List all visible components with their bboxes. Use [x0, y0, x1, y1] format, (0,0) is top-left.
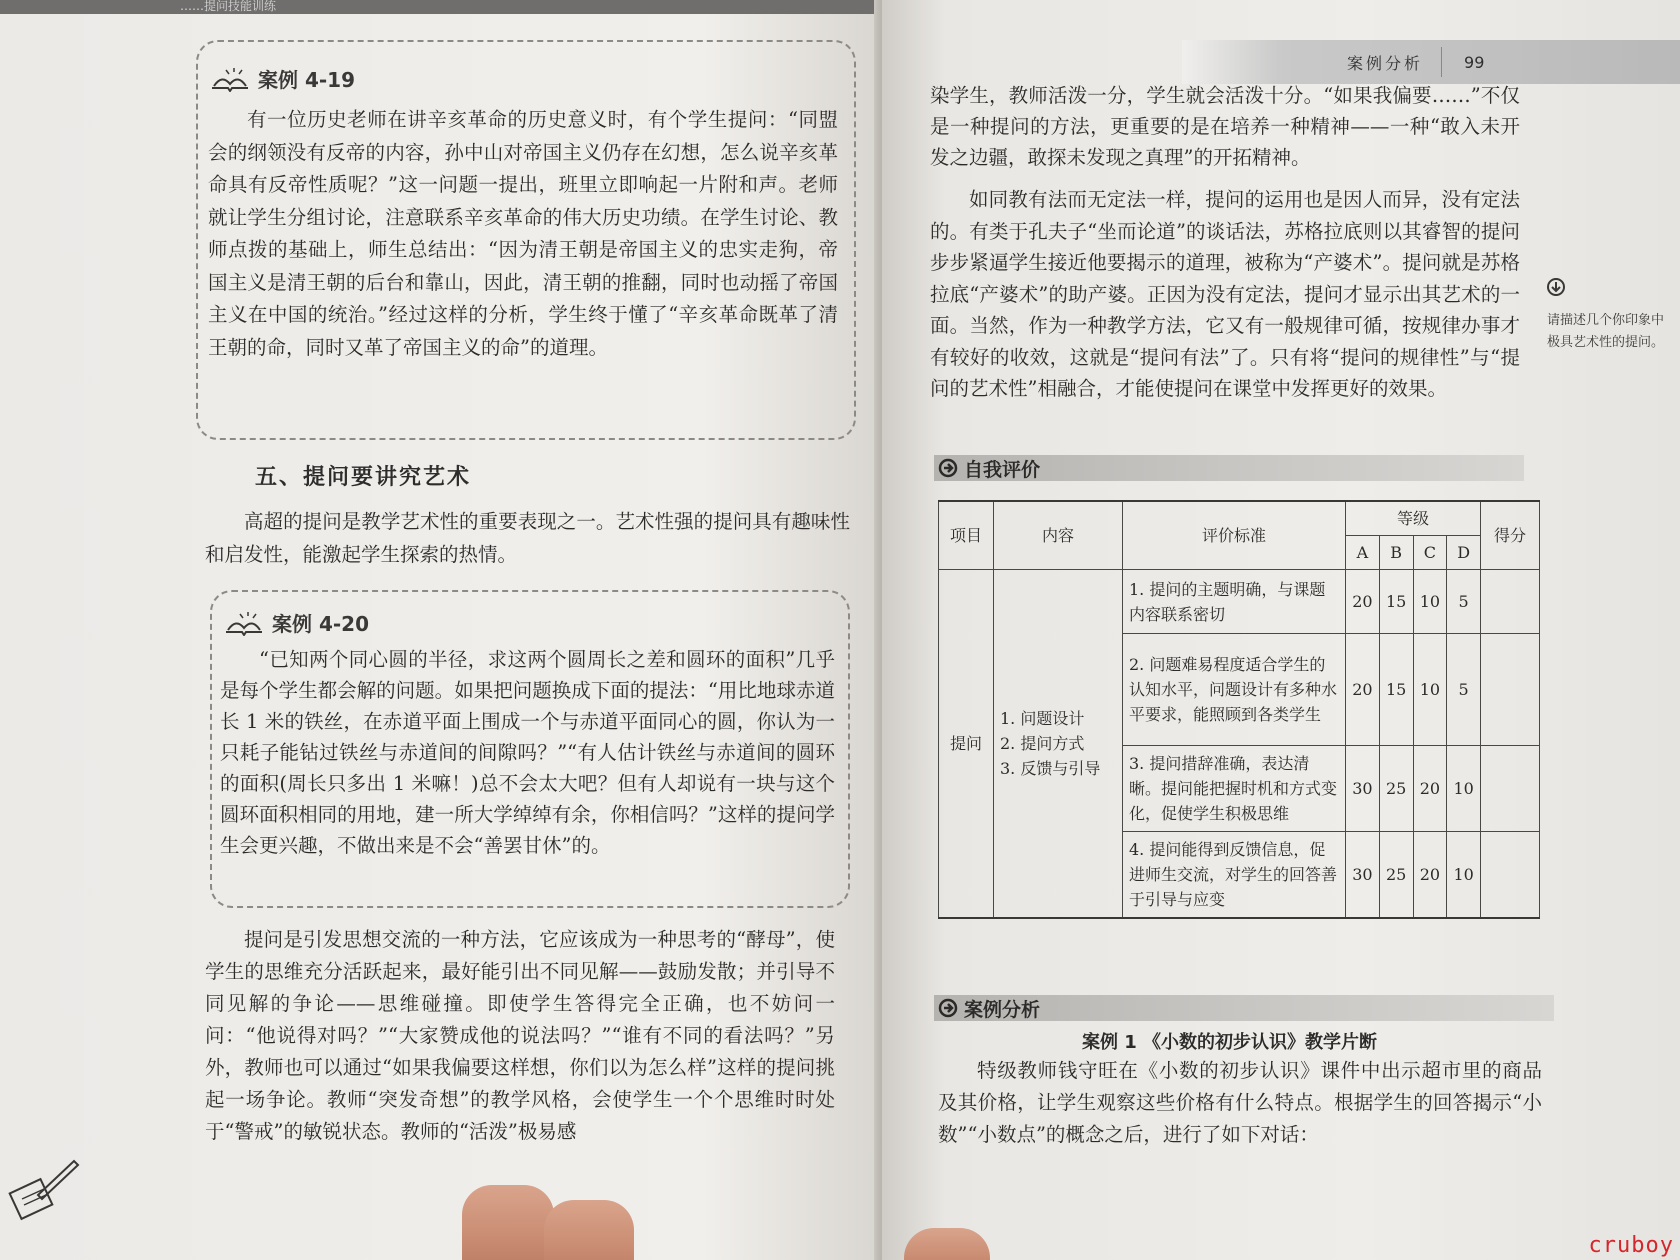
page-number: 99	[1464, 52, 1485, 72]
grade-cell: 25	[1379, 746, 1413, 832]
case-4-19-header	[210, 64, 355, 93]
side-note-text: 请描述几个你印象中极具艺术性的提问。	[1547, 313, 1665, 350]
score-cell[interactable]	[1481, 746, 1540, 832]
header-grade-c: C	[1413, 536, 1447, 570]
score-cell[interactable]	[1481, 832, 1540, 918]
side-note	[1547, 278, 1667, 354]
arrow-right-icon	[938, 998, 958, 1018]
right-page	[882, 0, 1680, 1260]
section-intro: 高超的提问是教学艺术性的重要表现之一。艺术性强的提问具有趣味性和启发性，能激起学生探索的热情。	[205, 510, 850, 566]
case-4-20-box	[210, 590, 850, 908]
pen-icon	[8, 1155, 80, 1221]
header-grade-b: B	[1379, 536, 1413, 570]
case-4-19-title: 案例 4-19	[258, 68, 356, 92]
case-analysis-title: 案例分析	[964, 998, 1041, 1021]
grade-cell: 20	[1346, 634, 1380, 746]
grade-cell: 20	[1413, 746, 1447, 832]
arrow-circle-icon	[1547, 278, 1565, 296]
header-score: 得分	[1481, 501, 1540, 570]
score-cell[interactable]	[1481, 570, 1540, 634]
section-title: 五、提问要讲究艺术	[255, 465, 472, 490]
para-2: 如同教有法而无定法一样，提问的运用也是因人而异，没有定法的。有类于孔夫子“坐而论道”的谈话法，苏格拉底则以其睿智的提问步步紧逼学生接近他要揭示的道理，被称为“产婆术”。提问就是苏格拉底“产婆术”的助产婆。正因为没有定法，提问才显示出其艺术的一面。当然，作为一种教学方法，它又有一般规律可循，按规律办事才有较好的收效，这就是“提问有法”了。只有将“提问的规律性”与“提问的艺术性”相融合，才能使提问在课堂中发挥更好的效果。	[930, 188, 1520, 400]
grade-cell: 20	[1413, 832, 1447, 918]
book-icon	[224, 610, 264, 636]
header-grade-a: A	[1346, 536, 1380, 570]
self-eval-title: 自我评价	[964, 458, 1041, 481]
criteria-cell: 2. 问题难易程度适合学生的认知水平，问题设计有多种水平要求，能照顾到各类学生	[1123, 634, 1346, 746]
grade-cell: 10	[1447, 746, 1481, 832]
grade-cell: 30	[1346, 746, 1380, 832]
criteria-cell: 1. 提问的主题明确，与课题内容联系密切	[1123, 570, 1346, 634]
score-cell[interactable]	[1481, 634, 1540, 746]
grade-cell: 10	[1447, 832, 1481, 918]
finger	[462, 1185, 554, 1260]
header-divider	[1441, 47, 1442, 77]
case-4-20-header	[224, 608, 369, 637]
arrow-right-icon	[938, 458, 958, 478]
grade-cell: 30	[1346, 832, 1380, 918]
case-4-19-box	[196, 40, 856, 440]
item-cell: 提问	[939, 570, 994, 918]
finger	[544, 1200, 634, 1260]
case-1-text: 特级教师钱守旺在《小数的初步认识》课件中出示超市里的商品及其价格，让学生观察这些价格有什么特点。根据学生的回答揭示“小数”“小数点”的概念之后，进行了如下对话：	[938, 1059, 1542, 1146]
grade-cell: 15	[1379, 634, 1413, 746]
case-4-20-text: “已知两个同心圆的半径，求这两个圆周长之差和圆环的面积”几乎是每个学生都会解的问题。如果把问题换成下面的提法：“用比地球赤道长 1 米的铁丝，在赤道平面上围成一个与赤道平面同心的圆，你认为一只耗子能钻过铁丝与赤道间的间隙吗？”“有人估计铁丝与赤道间的圆环的面积(周长只多出 1 米嘛！)总不会太大吧？但有人却说有一块与这个圆环面积相同的用地，建一所大学绰绰有余，你相信吗？”这样的提问学生会更兴趣，不做出来是不会“善罢甘休”的。	[220, 648, 835, 857]
case-4-19-text: 有一位历史老师在讲辛亥革命的历史意义时，有个学生提问：“同盟会的纲领没有反帝的内容，孙中山对帝国主义仍存在幻想，怎么说辛亥革命具有反帝性质呢？”这一问题一提出，班里立即响起一片附和声。老师就让学生分组讨论，注意联系辛亥革命的伟大历史功绩。在学生讨论、教师点拨的基础上，师生总结出：“因为清王朝是帝国主义的忠实走狗，帝国主义是清王朝的后台和靠山，因此，清王朝的推翻，同时也动摇了帝国主义在中国的统治。”经过这样的分析，学生终于懂了“辛亥革命既革了清王朝的命，同时又革了帝国主义的命”的道理。	[208, 108, 838, 359]
criteria-cell: 4. 提问能得到反馈信息，促进师生交流，对学生的回答善于引导与应变	[1123, 832, 1346, 918]
grade-cell: 20	[1346, 570, 1380, 634]
header-grade-d: D	[1447, 536, 1481, 570]
case-analysis-title-bar	[934, 995, 1554, 1021]
case-4-20-title: 案例 4-20	[272, 612, 370, 636]
header-section: 案例分析	[1347, 53, 1424, 73]
watermark: cruboy	[1588, 1233, 1674, 1258]
grade-cell: 5	[1447, 570, 1481, 634]
page-header	[1182, 40, 1680, 84]
para-1: 染学生，教师活泼一分，学生就会活泼十分。“如果我偏要……”不仅是一种提问的方法，更重要的是在培养一种精神——一种“敢入未开发之边疆，敢探未发现之真理”的开拓精神。	[930, 84, 1520, 169]
grade-cell: 25	[1379, 832, 1413, 918]
header-content: 内容	[994, 501, 1123, 570]
header-item: 项目	[939, 501, 994, 570]
running-head: ……提问技能训练	[0, 0, 880, 14]
self-eval-title-bar	[934, 455, 1524, 481]
table-row	[939, 570, 1540, 634]
header-grade: 等级	[1346, 501, 1481, 536]
finger	[904, 1228, 990, 1260]
grade-cell: 15	[1379, 570, 1413, 634]
grade-cell: 10	[1413, 634, 1447, 746]
grade-cell: 5	[1447, 634, 1481, 746]
evaluation-table	[938, 500, 1540, 919]
criteria-cell: 3. 提问措辞准确，表达清晰。提问能把握时机和方式变化，促使学生积极思维	[1123, 746, 1346, 832]
grade-cell: 10	[1413, 570, 1447, 634]
book-icon	[210, 66, 250, 92]
content-cell: 1. 问题设计 2. 提问方式 3. 反馈与引导	[994, 570, 1123, 918]
closing-text: 提问是引发思想交流的一种方法，它应该成为一种思考的“酵母”，使学生的思维充分活跃起来，最好能引出不同见解——鼓励发散；并引导不同见解的争论——思维碰撞。即使学生答得完全正确，也不妨问一问：“他说得对吗？”“大家赞成他的说法吗？”“谁有不同的看法吗？”另外，教师也可以通过“如果我偏要这样想，你们以为怎么样”这样的提问挑起一场争论。教师“突发奇想”的教学风格，会使学生一个个思维时时处于“警戒”的敏锐状态。教师的“活泼”极易感	[205, 928, 835, 1143]
header-criteria: 评价标准	[1123, 501, 1346, 570]
case-1-title: 案例 1 《小数的初步认识》教学片断	[1082, 1032, 1378, 1053]
